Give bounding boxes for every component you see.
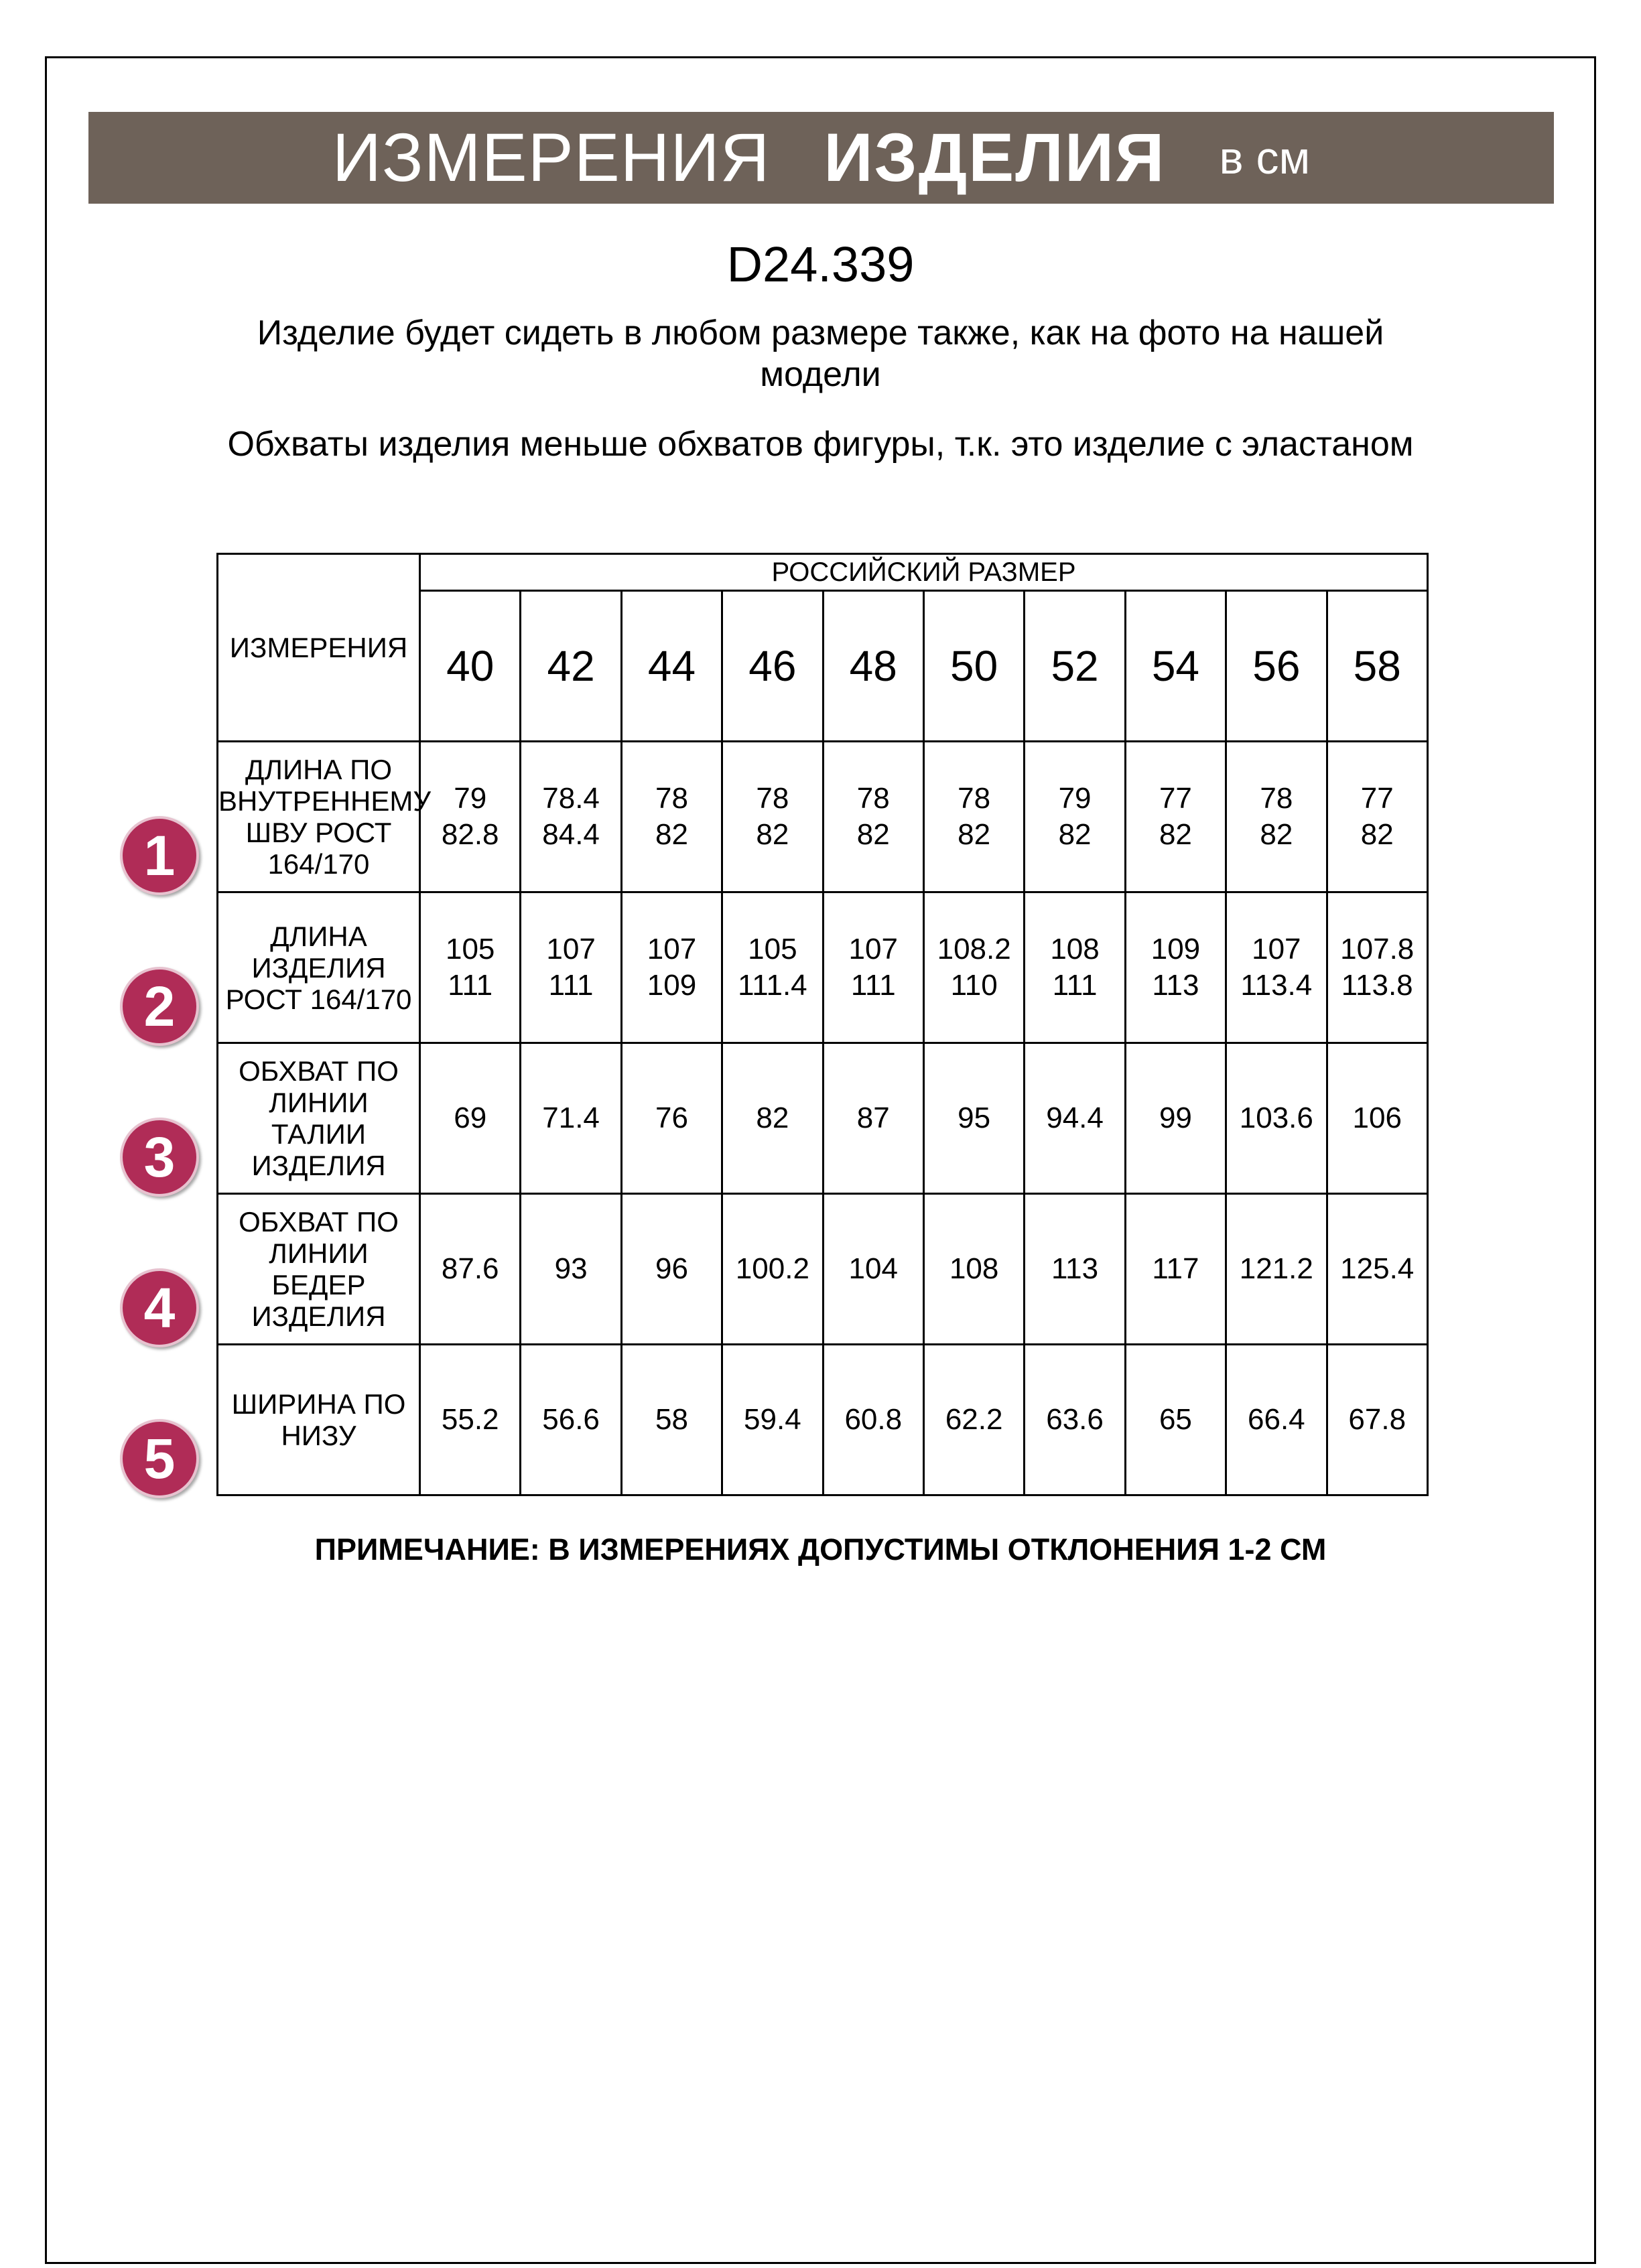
value-cell: 93 [521, 1194, 621, 1345]
value-cell: 78 82 [923, 742, 1024, 892]
value-cell: 78.4 84.4 [521, 742, 621, 892]
value-cell: 94.4 [1025, 1043, 1125, 1194]
value-cell: 78 82 [823, 742, 923, 892]
row-label: ШИРИНА ПО НИЗУ [218, 1345, 420, 1495]
value-cell: 125.4 [1327, 1194, 1427, 1345]
value-cell: 105 111.4 [722, 892, 823, 1043]
size-column-header: 48 [823, 591, 923, 742]
row-number-badge: 4 [120, 1268, 199, 1347]
size-column-header: 52 [1025, 591, 1125, 742]
title-unit: в см [1219, 132, 1311, 184]
value-cell: 76 [621, 1043, 722, 1194]
product-code: D24.339 [726, 237, 915, 292]
size-header: РОССИЙСКИЙ РАЗМЕР [420, 554, 1428, 591]
table-row [218, 892, 1428, 1043]
size-table [216, 553, 1429, 1496]
value-cell: 99 [1125, 1043, 1226, 1194]
value-cell: 77 82 [1327, 742, 1427, 892]
row-number-badge: 5 [120, 1419, 199, 1498]
size-column-header: 58 [1327, 591, 1427, 742]
corner-label: ИЗМЕРЕНИЯ [218, 554, 420, 742]
value-cell: 108 111 [1025, 892, 1125, 1043]
value-cell: 67.8 [1327, 1345, 1427, 1495]
value-cell: 82 [722, 1043, 823, 1194]
description-elastane: Обхваты изделия меньше обхватов фигуры, т.к. это изделие с эластаном [227, 425, 1414, 464]
value-cell: 78 82 [621, 742, 722, 892]
table-row [218, 1345, 1428, 1495]
tolerance-note: ПРИМЕЧАНИЕ: В ИЗМЕРЕНИЯХ ДОПУСТИМЫ ОТКЛОНЕНИЯ 1-2 СМ [314, 1532, 1327, 1566]
value-cell: 55.2 [420, 1345, 521, 1495]
value-cell: 113 [1025, 1194, 1125, 1345]
value-cell: 87 [823, 1043, 923, 1194]
size-column-header: 44 [621, 591, 722, 742]
value-cell: 77 82 [1125, 742, 1226, 892]
size-column-header: 54 [1125, 591, 1226, 742]
value-cell: 105 111 [420, 892, 521, 1043]
value-cell: 95 [923, 1043, 1024, 1194]
row-label: ДЛИНА ПО ВНУТРЕННЕМУ ШВУ РОСТ 164/170 [218, 742, 420, 892]
value-cell: 108 [923, 1194, 1024, 1345]
value-cell: 79 82.8 [420, 742, 521, 892]
title-banner [88, 112, 1554, 204]
row-number-badge: 1 [120, 816, 199, 895]
value-cell: 107 109 [621, 892, 722, 1043]
value-cell: 60.8 [823, 1345, 923, 1495]
row-label: ОБХВАТ ПО ЛИНИИ БЕДЕР ИЗДЕЛИЯ [218, 1194, 420, 1345]
value-cell: 96 [621, 1194, 722, 1345]
value-cell: 109 113 [1125, 892, 1226, 1043]
size-column-header: 42 [521, 591, 621, 742]
value-cell: 107 113.4 [1226, 892, 1327, 1043]
size-column-header: 56 [1226, 591, 1327, 742]
value-cell: 66.4 [1226, 1345, 1327, 1495]
title-word-product: ИЗДЕЛИЯ [824, 119, 1166, 196]
value-cell: 78 82 [722, 742, 823, 892]
description-fit: Изделие будет сидеть в любом размере также, как на фото на нашей модели [257, 314, 1384, 394]
table-row [218, 1194, 1428, 1345]
size-column-header: 40 [420, 591, 521, 742]
value-cell: 62.2 [923, 1345, 1024, 1495]
value-cell: 58 [621, 1345, 722, 1495]
value-cell: 121.2 [1226, 1194, 1327, 1345]
value-cell: 104 [823, 1194, 923, 1345]
size-column-header: 46 [722, 591, 823, 742]
value-cell: 56.6 [521, 1345, 621, 1495]
table-body [218, 742, 1428, 1495]
value-cell: 79 82 [1025, 742, 1125, 892]
value-cell: 107.8 113.8 [1327, 892, 1427, 1043]
row-label: ДЛИНА ИЗДЕЛИЯ РОСТ 164/170 [218, 892, 420, 1043]
row-number-badge: 2 [120, 967, 199, 1046]
row-number-badge: 3 [120, 1118, 199, 1197]
title-word-measurements: ИЗМЕРЕНИЯ [332, 119, 771, 196]
value-cell: 106 [1327, 1043, 1427, 1194]
value-cell: 107 111 [823, 892, 923, 1043]
value-cell: 103.6 [1226, 1043, 1327, 1194]
table-row [218, 1043, 1428, 1194]
value-cell: 63.6 [1025, 1345, 1125, 1495]
value-cell: 117 [1125, 1194, 1226, 1345]
value-cell: 65 [1125, 1345, 1226, 1495]
value-cell: 100.2 [722, 1194, 823, 1345]
value-cell: 71.4 [521, 1043, 621, 1194]
value-cell: 59.4 [722, 1345, 823, 1495]
value-cell: 69 [420, 1043, 521, 1194]
value-cell: 108.2 110 [923, 892, 1024, 1043]
value-cell: 87.6 [420, 1194, 521, 1345]
table-row [218, 742, 1428, 892]
size-column-header: 50 [923, 591, 1024, 742]
row-label: ОБХВАТ ПО ЛИНИИ ТАЛИИ ИЗДЕЛИЯ [218, 1043, 420, 1194]
value-cell: 78 82 [1226, 742, 1327, 892]
value-cell: 107 111 [521, 892, 621, 1043]
